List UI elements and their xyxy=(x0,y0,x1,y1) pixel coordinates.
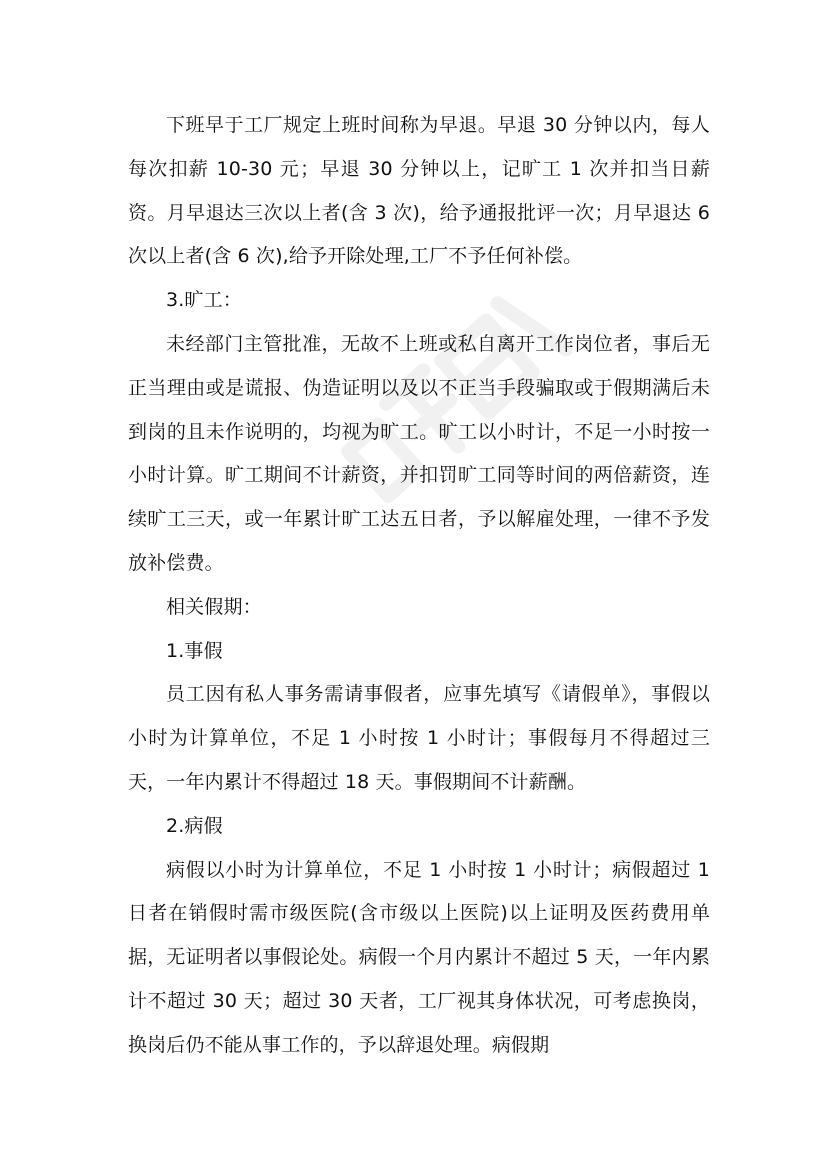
related-leave-heading: 相关假期： xyxy=(166,595,262,618)
sick-leave-paragraph: 病假以小时为计算单位，不足 1 小时按 1 小时计；病假超过 1 日者在销假时需市级医院(含市级以上医院)以上证明及医药费用单据，无证明者以事假论处。病假一个月内累计不超过 5 天，一年内累计不超过 30 天；超过 30 天者，工厂视其身体状况，可考虑换岗，换岗后仍不能从事工作的，予以辞退处理。病假期 xyxy=(128,858,710,1056)
personal-leave-paragraph: 员工因有私人事务需请事假者，应事先填写《请假单》，事假以小时为计算单位，不足 1 小时按 1 小时计；事假每月不得超过三天，一年内累计不得超过 18 天。事假期间不计薪酬。 xyxy=(128,683,710,793)
document-body xyxy=(128,104,710,1068)
early-leave-paragraph: 下班早于工厂规定上班时间称为早退。早退 30 分钟以内，每人每次扣薪 10-30 元；早退 30 分钟以上，记旷工 1 次并扣当日薪资。月早退达三次以上者(含 3 次)，给予通报批评一次；月早退达 6 次以上者(含 6 次),给予开除处理,工厂不予任何补偿。 xyxy=(128,114,710,268)
absenteeism-paragraph: 未经部门主管批准，无故不上班或私自离开工作岗位者，事后无正当理由或是谎报、伪造证明以及以不正当手段骗取或于假期满后未到岗的且未作说明的，均视为旷工。旷工以小时计，不足一小时按一小时计算。旷工期间不计薪资，并扣罚旷工同等时间的两倍薪资，连续旷工三天，或一年累计旷工达五日者，予以解雇处理，一律不予发放补偿费。 xyxy=(128,332,710,574)
sick-leave-heading: 2.病假 xyxy=(166,814,223,837)
absenteeism-heading: 3.旷工： xyxy=(166,289,242,312)
personal-leave-heading: 1.事假 xyxy=(166,639,223,662)
